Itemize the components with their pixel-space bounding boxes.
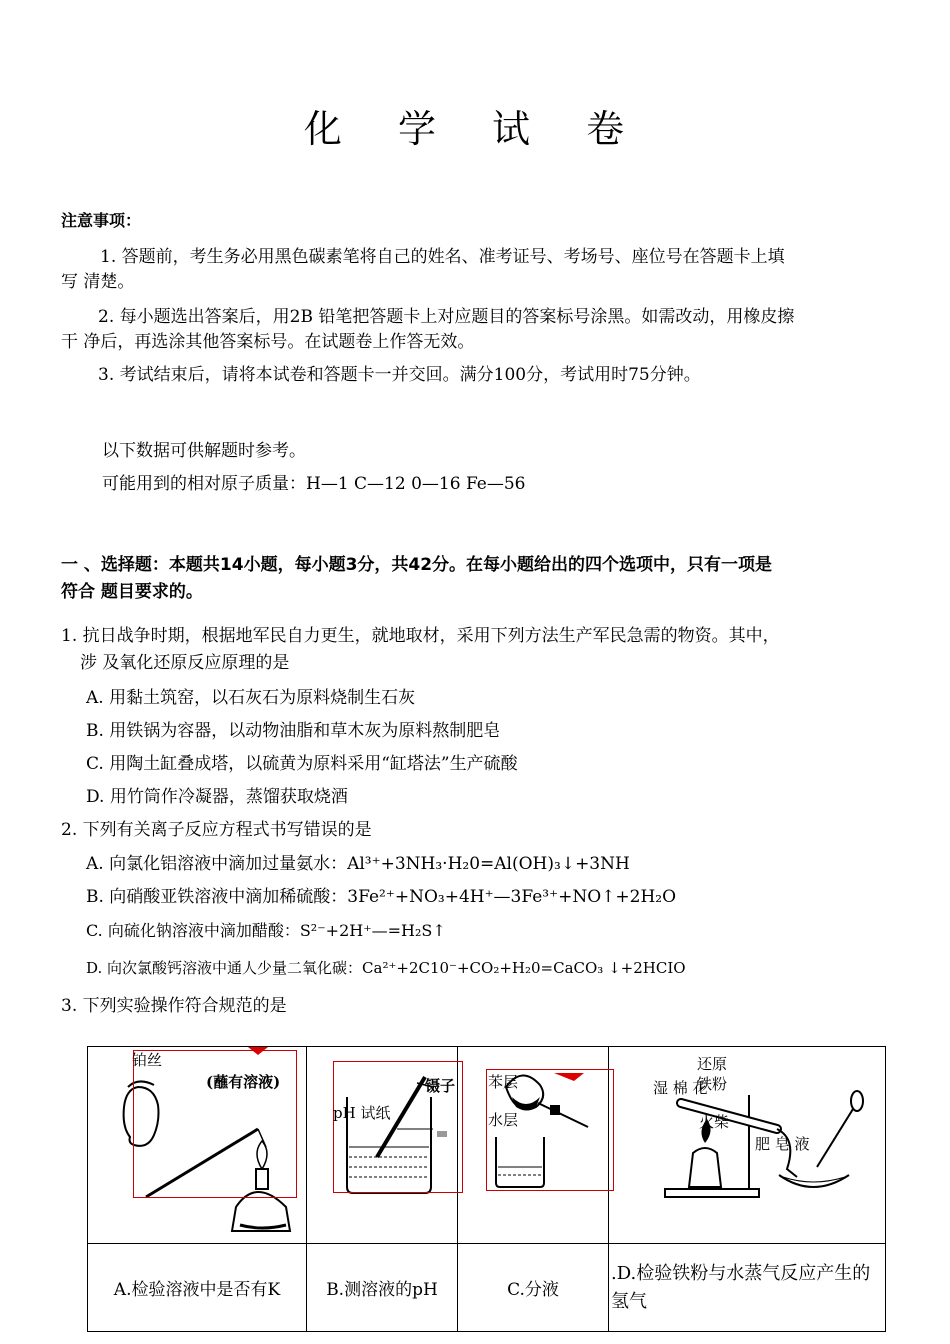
figure-d-cell <box>609 1047 886 1244</box>
caption-d: .D.检验铁粉与水蒸气反应产生的氢气 <box>609 1244 886 1332</box>
q2-option-d: D. 向次氯酸钙溶液中通人少量二氧化碳：Ca²⁺+2C10⁻+CO₂+H₂0=CaCO₃ ↓+2HCIO <box>86 959 686 977</box>
soap-solution-label: 肥 皂 液 <box>755 1135 810 1153</box>
caption-a: A.检验溶液中是否有K <box>88 1244 307 1332</box>
q3-stem: 3. 下列实验操作符合规范的是 <box>61 996 287 1016</box>
benzene-layer-label: 苯层 <box>488 1073 519 1091</box>
q1-stem: 1. 抗日战争时期，根据地军民自力更生，就地取材，采用下列方法生产军民急需的物资。其中， <box>61 626 780 646</box>
q3-figure-table <box>87 1046 886 1332</box>
q1-option-a: A. 用黏土筑窑，以石灰石为原料烧制生石灰 <box>86 688 416 708</box>
water-layer-label: 水层 <box>488 1111 519 1129</box>
iron-powder-label-2: 铁粉 <box>697 1075 728 1093</box>
platinum-wire-label: 铂丝 <box>132 1051 163 1069</box>
page-title: 化 学 试 卷 <box>303 107 647 151</box>
figure-b-cell <box>307 1047 458 1244</box>
dipped-solution-label: (蘸有溶液) <box>206 1073 281 1091</box>
atomic-masses: 可能用到的相对原子质量：H—1 C—12 0—16 Fe—56 <box>102 474 526 494</box>
notice-item-1: 1. 答题前，考生务必用黑色碳素笔将自己的姓名、准考证号、考场号、座位号在答题卡上填 <box>100 247 785 267</box>
section-heading-cont: 符合 题目要求的。 <box>61 582 203 602</box>
ph-paper-label: pH 试纸 <box>333 1104 391 1122</box>
iron-steam-figure <box>609 1047 886 1243</box>
q2-option-a: A. 向氯化铝溶液中滴加过量氨水：Al³⁺+3NH₃·H₂0=Al(OH)₃↓+3NH <box>86 854 630 874</box>
caption-c: C.分液 <box>458 1244 609 1332</box>
figure-c-cell <box>458 1047 609 1244</box>
q2-stem: 2. 下列有关离子反应方程式书写错误的是 <box>61 820 372 840</box>
notice-item-1-cont: 写 清楚。 <box>61 272 135 292</box>
q1-stem-cont: 涉 及氧化还原反应原理的是 <box>80 653 290 673</box>
iron-powder-label: 还原 <box>697 1055 728 1073</box>
q1-option-d: D. 用竹筒作冷凝器，蒸馏获取烧酒 <box>86 787 348 807</box>
reference-intro: 以下数据可供解题时参考。 <box>102 441 306 461</box>
notice-item-3: 3. 考试结束后，请将本试卷和答题卡一并交回。满分100分，考试用时75分钟。 <box>98 365 701 385</box>
caption-b: B.测溶液的pH <box>307 1244 458 1332</box>
section-heading: 一 、选择题：本题共14小题，每小题3分，共42分。在每小题给出的四个选项中，只有一项是 <box>61 555 773 575</box>
notice-item-2: 2. 每小题选出答案后，用2B 铅笔把答题卡上对应题目的答案标号涂黑。如需改动，用橡皮擦 <box>98 307 795 327</box>
figure-a-cell <box>88 1047 307 1244</box>
notice-heading: 注意事项： <box>61 211 142 230</box>
tweezers-label: 镊子 <box>425 1077 456 1095</box>
match-label: 火柴 <box>699 1113 730 1131</box>
q1-option-b: B. 用铁锅为容器，以动物油脂和草木灰为原料熬制肥皂 <box>86 721 501 741</box>
q1-option-c: C. 用陶土缸叠成塔，以硫黄为原料采用“缸塔法”生产硫酸 <box>86 754 518 774</box>
q2-option-b: B. 向硝酸亚铁溶液中滴加稀硫酸：3Fe²⁺+NO₃+4H⁺—3Fe³⁺+NO↑+2H₂O <box>86 887 677 907</box>
notice-item-2-cont: 干 净后，再选涂其他答案标号。在试题卷上作答无效。 <box>61 332 475 352</box>
wet-cotton-label: 湿 棉 花 <box>653 1079 708 1097</box>
q2-option-c: C. 向硫化钠溶液中滴加醋酸：S²⁻+2H⁺—=H₂S↑ <box>86 921 446 940</box>
